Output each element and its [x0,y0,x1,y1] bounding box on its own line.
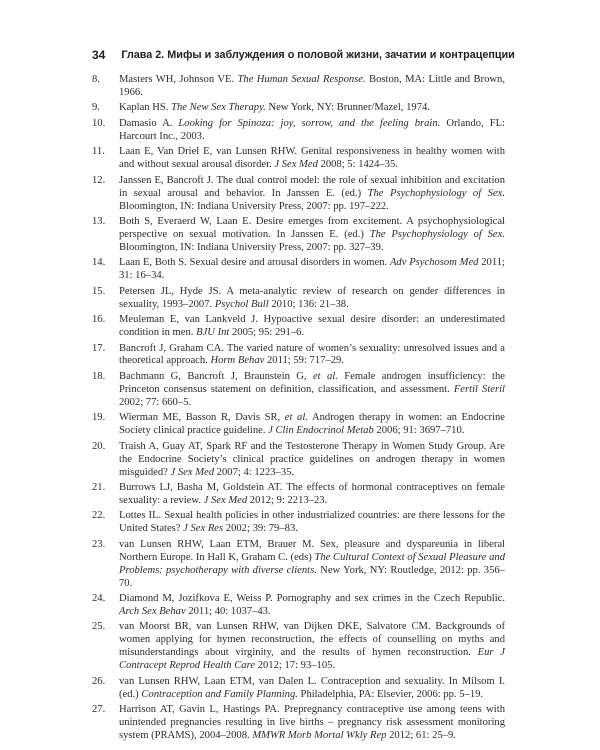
reference-text [119,314,505,340]
reference-source-italic: The Human Sexual Response. [237,74,366,85]
reference-source-italic: Horm Behav [210,355,265,367]
reference-text-segment: New York, NY: Routledge, 2012: pp. 356–70. [119,564,505,589]
reference-text-segment: van Moorst BR, van Lunsen RHW, van Dijken DKE, Salvatore CM. Backgrounds of women applying for hymen reconstruction, the effects of counselling on myths and misunderstandings about virginity, and the results of hymen reconstruction. [119,621,505,659]
reference-text-segment: Masters WH, Johnson VE. [119,74,238,85]
reference-source-italic: The New Sex Therapy. [171,102,266,114]
reference-text-segment: 2008; 5: 1424–35. [317,159,398,171]
reference-text-segment: 2006; 91: 3697–710. [373,425,465,437]
reference-number: 14. [92,257,106,269]
reference-text-segment: Meuleman E, van Lankveld J. Hypoactive sexual desire disorder: an underestimated condition in men. [119,314,505,339]
reference-text-segment: 2007; 4: 1223–35. [214,466,295,478]
reference-number: 15. [92,285,106,297]
reference-text-segment: Female androgen insufficiency: the Princeton consensus statement on definition, classification, and assessment. [119,370,505,395]
reference-text [119,539,505,591]
reference-item [92,593,505,619]
reference-item [92,175,505,214]
reference-text-segment: 2011; 59: 717–29. [264,355,344,367]
reference-text-segment: Traish A, Guay AT, Spark RF and the Testosterone Therapy in Women Study Group. Are the Endocrine Society’s clinical practice guidelines on androgen therapy in women misguided? [119,440,505,478]
reference-item [92,482,505,508]
reference-number: 17. [92,342,106,354]
reference-item [92,314,505,340]
reference-text [119,676,505,702]
reference-source-italic: Eur J Contracept Reprod Health Care [119,647,505,672]
reference-text-segment: 2012; 17: 93–105. [255,660,336,672]
reference-number: 12. [92,174,106,186]
reference-text [119,510,505,536]
reference-item [92,146,505,172]
reference-number: 16. [92,314,106,326]
reference-source-italic: J Sex Med [274,159,318,171]
reference-text [119,102,505,115]
reference-text-segment: 2002; 77: 660–5. [119,396,192,408]
reference-source-italic: Fertil Steril [453,383,505,395]
reference-item [92,74,505,100]
reference-text-segment: Orlando, FL: Harcourt Inc., 2003. [119,117,505,142]
reference-list [92,74,505,745]
reference-text [119,74,505,100]
reference-number: 21. [92,482,106,493]
page-header [92,43,515,67]
reference-number: 9. [92,102,100,114]
reference-source-italic: The Psychophysiology of Sex. [369,228,505,240]
reference-source-italic: J Sex Med [203,494,248,506]
reference-number: 22. [92,510,106,522]
reference-text-segment: Bachmann G, Bancroft J, Braunstein G, [119,370,313,382]
reference-source-italic: et al. [312,370,338,382]
reference-text-segment: Diamond M, Jozifkova E, Weiss P. Pornography and sex crimes in the Czech Republic. [119,593,505,605]
reference-text-segment: Kaplan HS. [119,102,172,114]
reference-number: 19. [92,412,106,424]
reference-text-segment: New York, NY: Brunner/Mazel, 1974. [265,102,430,114]
reference-text-segment: van Lunsen RHW, Laan ETM, van Dalen L. Contraception and sexuality. In Milsom I. (ed.) [119,675,505,700]
reference-item [92,704,505,743]
reference-number: 13. [92,216,106,228]
running-title: Глава 2. Мифы и заблуждения о половой жизни, зачатии и контрацепции [121,49,515,61]
reference-number: 27. [92,704,106,716]
reference-number: 25. [92,621,106,633]
reference-source-italic: Contraception and Family Planning. [141,688,298,700]
reference-number: 11. [92,146,105,158]
reference-text-segment: Damasio A. [119,117,179,129]
reference-item [92,441,505,480]
reference-number: 8. [92,74,100,85]
reference-text [119,343,505,369]
reference-text-segment: 2012; 9: 2213–23. [247,494,328,506]
reference-source-italic: Arch Sex Behav [119,605,186,617]
reference-number: 18. [92,370,106,382]
reference-number: 24. [92,593,106,605]
reference-text-segment: 2010; 136: 21–38. [268,298,349,310]
reference-text [119,482,505,508]
reference-number: 23. [92,538,106,550]
reference-text [119,412,505,438]
reference-text [119,118,505,144]
reference-item [92,118,505,144]
reference-item [92,412,505,438]
reference-item [92,216,505,255]
reference-text-segment: Laan E, Van Driel E, van Lunsen RHW. Genital responsiveness in healthy women with and without sexual arousal disorder. [119,146,505,171]
reference-text [119,175,505,214]
reference-text-segment: 2002; 39: 79–83. [223,523,298,535]
reference-source-italic: Psychol Bull [214,298,269,310]
reference-text-segment: Androgen therapy in women: an Endocrine Society clinical practice guideline. [119,412,506,437]
reference-source-italic: et al. [284,412,308,424]
reference-item [92,343,505,369]
reference-text [119,621,505,673]
reference-source-italic: The Psychophysiology of Sex. [367,187,506,199]
reference-text [119,371,505,410]
reference-item [92,621,505,673]
reference-text-segment: Philadelphia, PA: Elsevier, 2006: pp. 5–19. [297,688,484,700]
reference-text-segment: van Lunsen RHW, Laan ETM, Brauer M. Sex, pleasure and dyspareunia in liberal Northern Europe. In Hall K, Graham C. (eds) [119,538,505,563]
reference-source-italic: Adv Psychosom Med [389,257,479,269]
reference-text-segment: 2011; 31: 16–34. [119,257,505,282]
reference-text [119,257,505,283]
reference-text [119,441,505,480]
reference-text-segment: Bloomington, IN: Indiana University Press, 2007: pp. 197–222. [119,200,389,212]
reference-source-italic: J Sex Res [183,523,224,535]
reference-text-segment: Lottes IL. Sexual health policies in other industrialized countries: are there lessons for the United States? [119,510,505,535]
reference-source-italic: J Sex Med [170,466,215,478]
reference-text-segment: 2005; 95: 291–6. [229,327,305,339]
reference-text-segment: Janssen E, Bancroft J. The dual control model: the role of sexual inhibition and excitation in sexual arousal and behavior. In Janssen E. (ed.) [119,174,505,199]
reference-text [119,216,505,255]
reference-item [92,286,505,312]
reference-text-segment: Bancroft J, Graham CA. The varied nature of women’s sexuality: unresolved issues and a theoretical approach. [119,342,505,367]
reference-text-segment: 2012; 61: 25–9. [386,729,456,741]
reference-text-segment: Both S, Everaerd W, Laan E. Desire emerges from excitement. A psychophysiological perspective on sexual motivation. In Janssen E. (ed.) [119,216,505,240]
reference-item [92,257,505,283]
reference-source-italic: MMWR Morb Mortal Wkly Rep [252,729,387,741]
reference-source-italic: Looking for Spinoza: joy, sorrow, and the feeling brain. [178,117,441,129]
reference-number: 20. [92,440,106,452]
reference-number: 26. [92,675,106,687]
reference-text [119,593,505,619]
reference-item [92,102,505,115]
reference-text-segment: Boston, MA: Little and Brown, 1966. [119,74,505,98]
reference-item [92,539,505,591]
reference-text [119,146,505,172]
reference-text-segment: 2011; 40: 1037–43. [185,605,271,617]
reference-item [92,510,505,536]
reference-number: 10. [92,117,106,129]
reference-source-italic: J Clin Endocrinol Metab [268,425,374,437]
reference-text-segment: Petersen JL, Hyde JS. A meta-analytic review of research on gender differences in sexuality, 1993–2007. [119,285,505,310]
reference-text [119,286,505,312]
reference-text-segment: Wierman ME, Basson R, Davis SR, [119,412,285,424]
reference-item [92,371,505,410]
reference-text-segment: Laan E, Both S. Sexual desire and arousal disorders in women. [119,257,390,269]
reference-source-italic: BJU Int [196,327,230,339]
reference-text [119,704,505,743]
reference-text-segment: Burrows LJ, Basha M, Goldstein AT. The effects of hormonal contraceptives on female sexuality: a review. [119,482,505,506]
reference-item [92,676,505,702]
reference-source-italic: The Cultural Context of Sexual Pleasure and Problems: psychotherapy with diverse clients. [119,551,505,576]
reference-text-segment: Bloomington, IN: Indiana University Press, 2007: pp. 327–39. [119,241,384,253]
page-number: 34 [92,48,106,62]
reference-text-segment: Harrison AT, Gavin L, Hastings PA. Prepregnancy contraceptive use among teens with unintended pregnancies resulting in live births – pregnancy risk assessment monitoring system (PRAMS), 2004–2008. [119,704,505,741]
